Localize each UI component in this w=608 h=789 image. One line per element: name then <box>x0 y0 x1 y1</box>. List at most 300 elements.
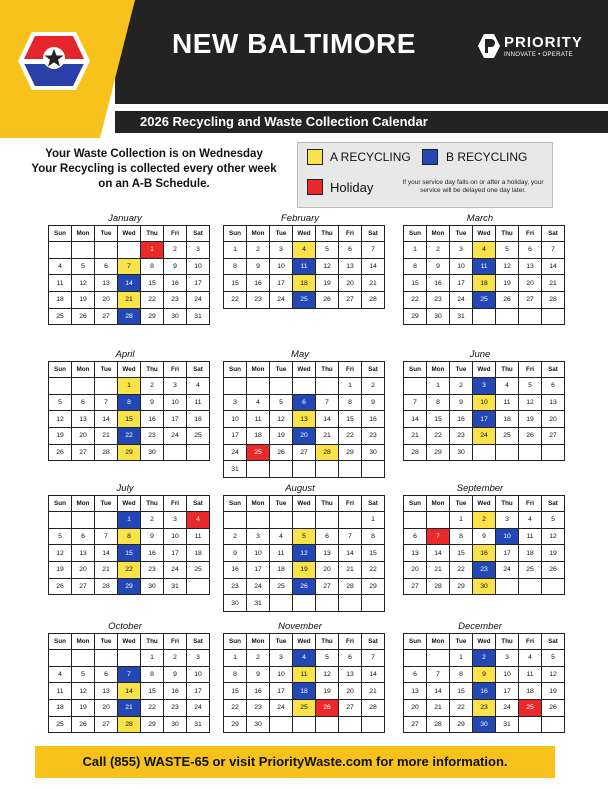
day-cell-b-recycling: 21 <box>118 700 141 717</box>
day-cell: 27 <box>339 292 362 309</box>
weekday-header: Sun <box>49 634 72 650</box>
week-row <box>404 562 565 579</box>
day-cell: 16 <box>224 562 247 579</box>
day-cell: 18 <box>519 683 542 700</box>
month-october <box>48 620 202 733</box>
month-table <box>48 633 210 733</box>
day-cell: 6 <box>519 242 542 259</box>
weekday-header: Sat <box>542 362 565 378</box>
weekday-header: Wed <box>473 226 496 242</box>
month-name: January <box>108 213 142 224</box>
weekday-header: Thu <box>496 634 519 650</box>
day-cell: 21 <box>362 683 385 700</box>
day-cell: 13 <box>542 394 565 411</box>
day-cell: 27 <box>339 700 362 717</box>
day-cell: 18 <box>187 545 210 562</box>
week-row <box>49 528 210 545</box>
day-cell: 23 <box>247 292 270 309</box>
weekday-header: Sat <box>362 362 385 378</box>
day-cell: 3 <box>270 650 293 667</box>
month-table <box>223 225 385 309</box>
day-cell: 27 <box>519 292 542 309</box>
day-cell: 24 <box>187 292 210 309</box>
weekday-header: Thu <box>316 634 339 650</box>
day-cell: 16 <box>164 275 187 292</box>
empty-cell <box>224 378 247 395</box>
week-row <box>49 428 210 445</box>
day-cell: 25 <box>496 428 519 445</box>
day-cell: 24 <box>270 700 293 717</box>
empty-cell <box>427 650 450 667</box>
empty-cell <box>339 512 362 529</box>
day-cell: 9 <box>247 258 270 275</box>
day-cell: 16 <box>141 411 164 428</box>
empty-cell <box>496 578 519 595</box>
day-cell-b-recycling: 18 <box>293 683 316 700</box>
empty-cell <box>496 308 519 325</box>
day-cell: 19 <box>316 683 339 700</box>
day-cell: 8 <box>404 258 427 275</box>
weekday-header: Tue <box>270 226 293 242</box>
day-cell: 2 <box>247 242 270 259</box>
week-row <box>404 683 565 700</box>
priority-shield-logo-icon <box>18 30 90 92</box>
week-row <box>404 394 565 411</box>
empty-cell <box>519 308 542 325</box>
legend-holiday-swatch <box>307 179 323 195</box>
weekday-header: Thu <box>141 496 164 512</box>
weekday-header: Sat <box>187 226 210 242</box>
day-cell: 18 <box>49 700 72 717</box>
week-row <box>404 700 565 717</box>
day-cell: 18 <box>496 411 519 428</box>
weekday-header: Fri <box>339 362 362 378</box>
day-cell: 13 <box>95 683 118 700</box>
day-cell: 26 <box>270 444 293 461</box>
weekday-header: Wed <box>118 362 141 378</box>
day-cell: 20 <box>72 562 95 579</box>
week-row <box>49 716 210 733</box>
day-cell: 1 <box>224 650 247 667</box>
empty-cell <box>316 595 339 612</box>
week-row <box>224 716 385 733</box>
month-name: February <box>280 213 319 224</box>
weekday-header-row <box>224 496 385 512</box>
week-row <box>224 292 385 309</box>
day-cell: 1 <box>450 512 473 529</box>
day-cell: 30 <box>141 444 164 461</box>
weekday-header: Sun <box>224 634 247 650</box>
empty-cell <box>95 650 118 667</box>
day-cell: 6 <box>404 528 427 545</box>
weekday-header: Wed <box>473 634 496 650</box>
day-cell: 4 <box>519 512 542 529</box>
day-cell: 30 <box>362 444 385 461</box>
day-cell: 20 <box>542 411 565 428</box>
week-row <box>404 242 565 259</box>
legend-b-label: B RECYCLING <box>446 150 528 164</box>
week-row <box>224 650 385 667</box>
day-cell: 6 <box>95 666 118 683</box>
day-cell: 2 <box>164 650 187 667</box>
day-cell: 9 <box>164 258 187 275</box>
day-cell: 5 <box>72 666 95 683</box>
day-cell: 8 <box>224 258 247 275</box>
empty-cell <box>404 378 427 395</box>
weekday-header: Sun <box>49 496 72 512</box>
week-row <box>224 595 385 612</box>
week-row <box>404 716 565 733</box>
empty-cell <box>164 444 187 461</box>
day-cell: 23 <box>141 562 164 579</box>
day-cell: 14 <box>362 258 385 275</box>
day-cell: 29 <box>427 444 450 461</box>
day-cell: 10 <box>270 666 293 683</box>
weekday-header: Tue <box>450 634 473 650</box>
empty-cell <box>404 650 427 667</box>
week-row <box>49 512 210 529</box>
day-cell-b-recycling: 8 <box>118 394 141 411</box>
weekday-header: Wed <box>473 496 496 512</box>
day-cell: 26 <box>496 292 519 309</box>
weekday-header: Mon <box>247 226 270 242</box>
week-row <box>49 394 210 411</box>
day-cell: 27 <box>404 578 427 595</box>
weekday-header-row <box>404 634 565 650</box>
weekday-header: Sun <box>404 496 427 512</box>
empty-cell <box>316 378 339 395</box>
day-cell-a-recycling: 21 <box>118 292 141 309</box>
day-cell: 6 <box>404 666 427 683</box>
day-cell: 20 <box>404 562 427 579</box>
weekday-header: Fri <box>519 362 542 378</box>
day-cell: 22 <box>450 700 473 717</box>
month-name: November <box>278 621 322 632</box>
week-row <box>49 578 210 595</box>
day-cell: 8 <box>141 258 164 275</box>
day-cell: 15 <box>362 545 385 562</box>
day-cell: 2 <box>450 378 473 395</box>
weekday-header: Fri <box>339 634 362 650</box>
day-cell: 15 <box>141 275 164 292</box>
day-cell-a-recycling: 13 <box>293 411 316 428</box>
day-cell: 4 <box>49 258 72 275</box>
day-cell: 31 <box>496 716 519 733</box>
day-cell: 23 <box>141 428 164 445</box>
weekday-header: Tue <box>270 634 293 650</box>
day-cell: 22 <box>404 292 427 309</box>
weekday-header: Sat <box>542 226 565 242</box>
day-cell-b-recycling: 2 <box>473 650 496 667</box>
day-cell: 24 <box>496 700 519 717</box>
weekday-header: Mon <box>247 496 270 512</box>
empty-cell <box>519 444 542 461</box>
month-name: July <box>116 483 134 494</box>
day-cell: 30 <box>427 308 450 325</box>
month-table <box>48 361 210 461</box>
week-row <box>49 242 210 259</box>
day-cell: 6 <box>72 394 95 411</box>
day-cell: 6 <box>339 650 362 667</box>
day-cell: 7 <box>95 528 118 545</box>
day-cell: 17 <box>224 428 247 445</box>
week-row <box>404 512 565 529</box>
weekday-header-row <box>49 362 210 378</box>
day-cell: 3 <box>224 394 247 411</box>
month-august <box>223 482 377 612</box>
day-cell: 14 <box>95 545 118 562</box>
day-cell: 20 <box>519 275 542 292</box>
empty-cell <box>362 461 385 478</box>
day-cell: 5 <box>49 394 72 411</box>
day-cell: 16 <box>450 411 473 428</box>
calendar-title: 2026 Recycling and Waste Collection Calendar <box>140 114 428 129</box>
day-cell: 12 <box>49 411 72 428</box>
weekday-header: Wed <box>293 634 316 650</box>
day-cell: 27 <box>404 716 427 733</box>
week-row <box>404 528 565 545</box>
day-cell: 22 <box>224 292 247 309</box>
day-cell: 5 <box>496 242 519 259</box>
day-cell: 23 <box>362 428 385 445</box>
week-row <box>49 700 210 717</box>
weekday-header: Tue <box>95 226 118 242</box>
day-cell: 5 <box>519 378 542 395</box>
day-cell: 11 <box>519 528 542 545</box>
week-row <box>224 444 385 461</box>
day-cell: 28 <box>427 716 450 733</box>
weekday-header: Sun <box>404 362 427 378</box>
weekday-header: Mon <box>247 362 270 378</box>
day-cell: 19 <box>542 683 565 700</box>
week-row <box>224 258 385 275</box>
weekday-header: Tue <box>95 496 118 512</box>
day-cell: 16 <box>247 275 270 292</box>
day-cell: 1 <box>362 512 385 529</box>
day-cell: 29 <box>450 716 473 733</box>
day-cell: 6 <box>316 528 339 545</box>
day-cell: 21 <box>95 562 118 579</box>
day-cell-b-recycling: 25 <box>293 292 316 309</box>
day-cell: 20 <box>95 292 118 309</box>
day-cell: 5 <box>49 528 72 545</box>
day-cell: 27 <box>72 578 95 595</box>
brand-tagline: INNOVATE • OPERATE <box>504 52 573 58</box>
day-cell: 29 <box>141 716 164 733</box>
week-row <box>49 258 210 275</box>
week-row <box>49 666 210 683</box>
week-row <box>224 411 385 428</box>
day-cell: 11 <box>270 545 293 562</box>
day-cell: 2 <box>224 528 247 545</box>
day-cell: 18 <box>49 292 72 309</box>
day-cell-b-recycling: 29 <box>118 578 141 595</box>
weekday-header: Sat <box>542 634 565 650</box>
day-cell-b-recycling: 12 <box>293 545 316 562</box>
week-row <box>49 444 210 461</box>
day-cell: 12 <box>519 394 542 411</box>
day-cell: 24 <box>270 292 293 309</box>
empty-cell <box>496 444 519 461</box>
empty-cell <box>427 512 450 529</box>
month-june <box>403 348 557 461</box>
day-cell: 5 <box>542 650 565 667</box>
day-cell: 3 <box>450 242 473 259</box>
day-cell: 9 <box>362 394 385 411</box>
weekday-header: Sun <box>404 226 427 242</box>
day-cell: 27 <box>95 308 118 325</box>
day-cell: 10 <box>450 258 473 275</box>
intro-line-1: Your Waste Collection is on Wednesday <box>45 148 263 160</box>
day-cell: 15 <box>224 275 247 292</box>
day-cell: 31 <box>247 595 270 612</box>
week-row <box>224 666 385 683</box>
day-cell: 28 <box>95 444 118 461</box>
day-cell: 13 <box>404 683 427 700</box>
day-cell: 19 <box>519 411 542 428</box>
day-cell: 3 <box>496 512 519 529</box>
weekday-header: Sun <box>224 226 247 242</box>
day-cell: 17 <box>247 562 270 579</box>
weekday-header: Sat <box>187 634 210 650</box>
day-cell: 15 <box>224 683 247 700</box>
month-name: March <box>466 213 494 224</box>
day-cell: 29 <box>141 308 164 325</box>
day-cell-b-recycling: 20 <box>293 428 316 445</box>
day-cell: 14 <box>404 411 427 428</box>
brand-name: PRIORITY <box>504 34 583 51</box>
day-cell: 30 <box>141 578 164 595</box>
day-cell: 3 <box>247 528 270 545</box>
day-cell: 3 <box>187 650 210 667</box>
day-cell: 7 <box>95 394 118 411</box>
day-cell: 14 <box>542 258 565 275</box>
day-cell: 27 <box>95 716 118 733</box>
empty-cell <box>542 444 565 461</box>
weekday-header: Sun <box>49 226 72 242</box>
week-row <box>49 378 210 395</box>
day-cell: 4 <box>187 378 210 395</box>
day-cell-a-recycling: 2 <box>473 512 496 529</box>
week-row <box>224 428 385 445</box>
day-cell: 19 <box>72 292 95 309</box>
weekday-header: Sun <box>224 496 247 512</box>
month-february <box>223 212 377 309</box>
day-cell: 15 <box>339 411 362 428</box>
weekday-header: Fri <box>519 226 542 242</box>
day-cell: 9 <box>473 528 496 545</box>
legend-holiday-label: Holiday <box>330 180 374 195</box>
day-cell: 4 <box>496 378 519 395</box>
weekday-header: Thu <box>141 362 164 378</box>
month-may <box>223 348 377 478</box>
day-cell: 23 <box>164 700 187 717</box>
month-december <box>403 620 557 733</box>
day-cell: 24 <box>224 444 247 461</box>
empty-cell <box>316 512 339 529</box>
day-cell: 2 <box>362 378 385 395</box>
day-cell: 9 <box>164 666 187 683</box>
day-cell: 3 <box>496 650 519 667</box>
empty-cell <box>118 242 141 259</box>
day-cell-a-recycling: 18 <box>293 275 316 292</box>
week-row <box>49 545 210 562</box>
week-row <box>224 545 385 562</box>
day-cell: 1 <box>224 242 247 259</box>
month-table <box>223 361 385 478</box>
day-cell: 3 <box>164 378 187 395</box>
week-row <box>404 578 565 595</box>
month-table <box>48 225 210 325</box>
day-cell: 16 <box>427 275 450 292</box>
day-cell: 12 <box>316 666 339 683</box>
day-cell: 16 <box>362 411 385 428</box>
empty-cell <box>72 378 95 395</box>
day-cell: 2 <box>427 242 450 259</box>
week-row <box>404 292 565 309</box>
day-cell: 19 <box>49 562 72 579</box>
day-cell: 28 <box>542 292 565 309</box>
day-cell: 26 <box>519 428 542 445</box>
day-cell: 20 <box>404 700 427 717</box>
weekday-header: Fri <box>519 634 542 650</box>
weekday-header: Fri <box>339 496 362 512</box>
empty-cell <box>542 308 565 325</box>
day-cell: 15 <box>141 683 164 700</box>
day-cell: 17 <box>187 275 210 292</box>
month-name: August <box>285 483 315 494</box>
day-cell: 12 <box>72 275 95 292</box>
day-cell-a-recycling: 1 <box>118 378 141 395</box>
day-cell: 10 <box>187 258 210 275</box>
day-cell-b-recycling: 15 <box>118 545 141 562</box>
legend-b-swatch <box>422 149 438 165</box>
day-cell: 20 <box>316 562 339 579</box>
weekday-header: Tue <box>450 362 473 378</box>
day-cell: 24 <box>164 428 187 445</box>
empty-cell <box>187 444 210 461</box>
day-cell: 19 <box>72 700 95 717</box>
city-title: NEW BALTIMORE <box>172 28 416 59</box>
empty-cell <box>49 650 72 667</box>
day-cell: 17 <box>270 275 293 292</box>
day-cell: 26 <box>542 700 565 717</box>
week-row <box>224 512 385 529</box>
header <box>0 0 608 112</box>
day-cell: 27 <box>293 444 316 461</box>
day-cell: 13 <box>339 258 362 275</box>
day-cell-a-recycling: 16 <box>473 545 496 562</box>
day-cell-b-recycling: 30 <box>473 716 496 733</box>
day-cell-b-recycling: 22 <box>118 428 141 445</box>
day-cell: 21 <box>542 275 565 292</box>
day-cell: 3 <box>187 242 210 259</box>
day-cell-holiday: 4 <box>187 512 210 529</box>
empty-cell <box>293 716 316 733</box>
day-cell: 28 <box>95 578 118 595</box>
day-cell: 11 <box>247 411 270 428</box>
day-cell: 2 <box>247 650 270 667</box>
day-cell: 25 <box>187 428 210 445</box>
weekday-header: Fri <box>339 226 362 242</box>
day-cell-a-recycling: 30 <box>473 578 496 595</box>
week-row <box>49 683 210 700</box>
legend-holiday-note: If your service day falls on or after a holiday, your service will be delayed one day later. <box>402 179 544 194</box>
empty-cell <box>542 716 565 733</box>
week-row <box>224 562 385 579</box>
empty-cell <box>72 650 95 667</box>
empty-cell <box>49 242 72 259</box>
